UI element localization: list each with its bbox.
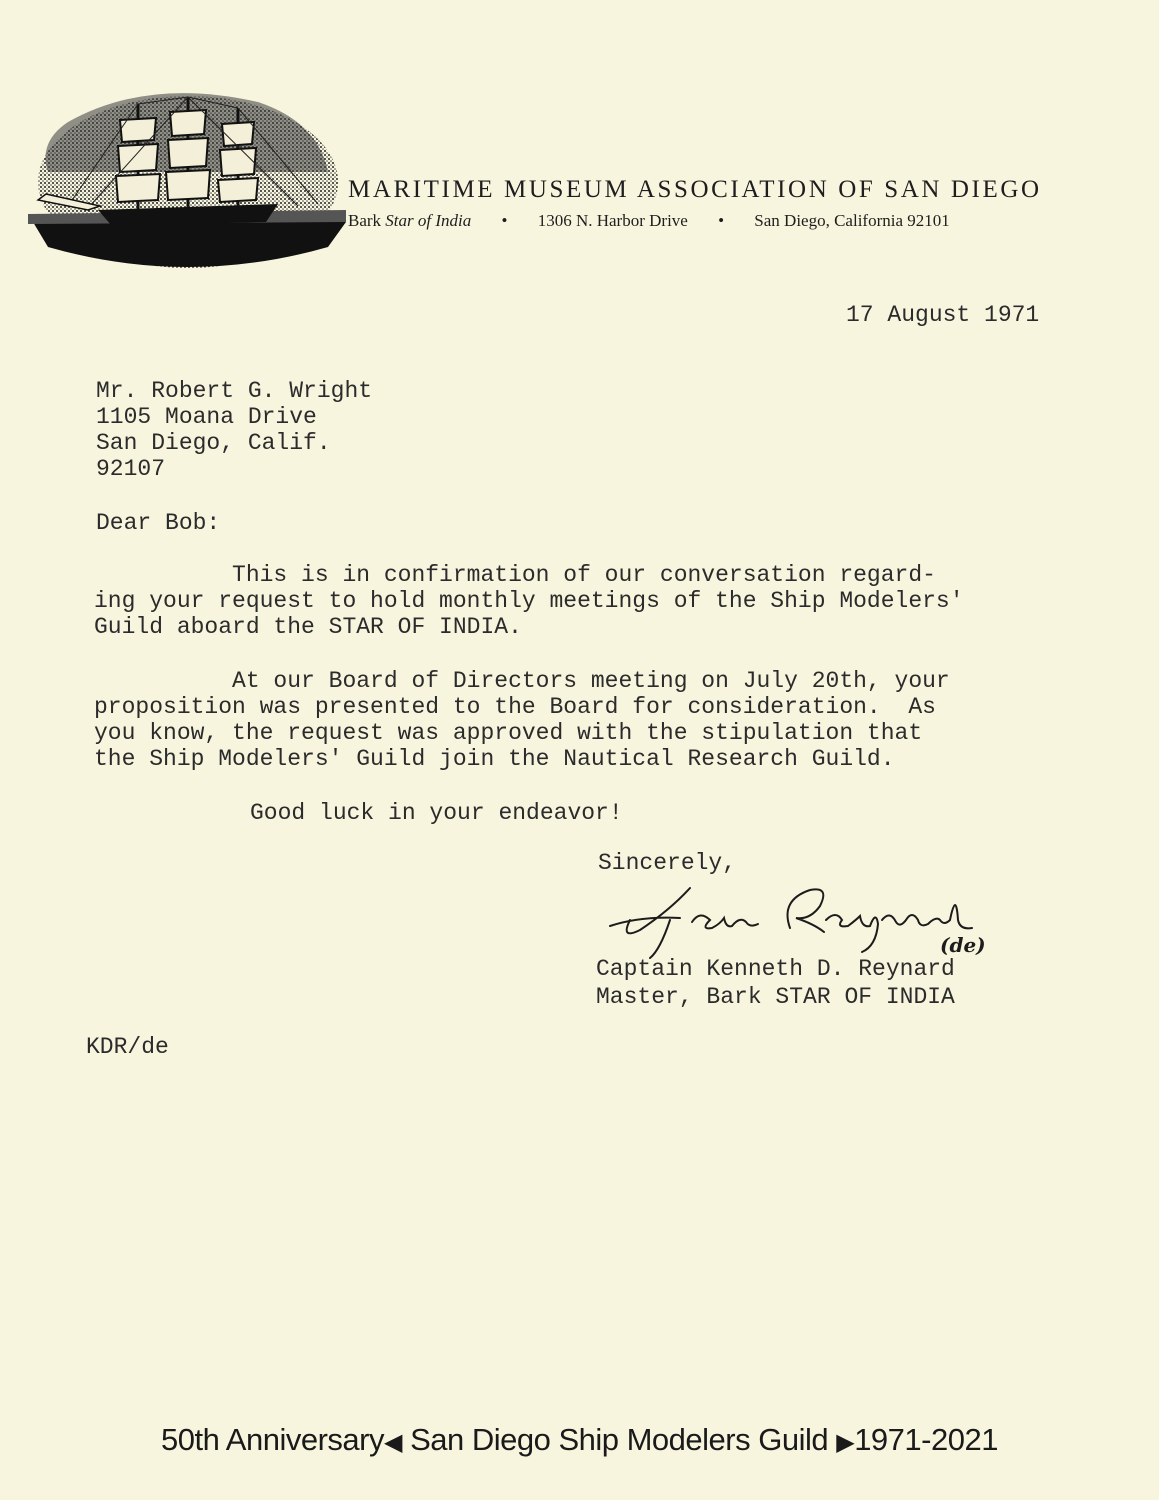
city-state: San Diego, California: [754, 211, 904, 230]
signature-initials: (de): [940, 933, 986, 957]
right-triangle-icon: ▶: [836, 1429, 855, 1456]
body-paragraph-1: This is in confirmation of our conversation regard- ing your request to hold monthly meetings of the Ship Modelers' Guild aboard the STAR OF INDIA.: [94, 562, 964, 640]
body-paragraph-3: Good luck in your endeavor!: [250, 800, 623, 826]
recipient-name: Mr. Robert G. Wright: [96, 378, 373, 404]
street-address: 1306 N. Harbor Drive: [537, 211, 688, 230]
organization-name: MARITIME MUSEUM ASSOCIATION OF SAN DIEGO: [348, 176, 1042, 203]
recipient-city: San Diego, Calif.: [96, 430, 331, 456]
signer-name: Captain Kenneth D. Reynard: [596, 956, 955, 982]
recipient-address: [96, 378, 372, 482]
bark-name: Star of India: [385, 211, 472, 230]
letter-date: 17 August 1971: [846, 302, 1040, 328]
left-triangle-icon: ◀: [383, 1429, 402, 1456]
anniversary-footer: [0, 1422, 1159, 1458]
recipient-street: 1105 Moana Drive: [96, 404, 317, 430]
handwritten-signature: [600, 880, 1030, 960]
bark-prefix: Bark: [348, 211, 382, 230]
zip-code: 92101: [907, 211, 950, 230]
organization-address: [348, 211, 1108, 231]
closing: Sincerely,: [598, 850, 737, 876]
signer-title: Master, Bark STAR OF INDIA: [596, 984, 955, 1010]
body-paragraph-2: At our Board of Directors meeting on July 20th, your proposition was presented to the Board for consideration. As you know, the request was approved with the stipulation that the Ship Modelers' Guild join the Nautical Research Guild.: [94, 668, 950, 772]
recipient-zip: 92107: [96, 456, 166, 482]
bullet-separator: •: [718, 211, 725, 230]
salutation: Dear Bob:: [96, 510, 221, 536]
footer-years: 1971-2021: [854, 1422, 998, 1457]
sailing-ship-icon: [28, 82, 346, 278]
footer-guild-name: San Diego Ship Modelers Guild: [410, 1422, 829, 1457]
reference-initials: KDR/de: [86, 1034, 169, 1060]
footer-anniversary: 50th Anniversary: [161, 1422, 384, 1457]
bullet-separator: •: [501, 211, 508, 230]
